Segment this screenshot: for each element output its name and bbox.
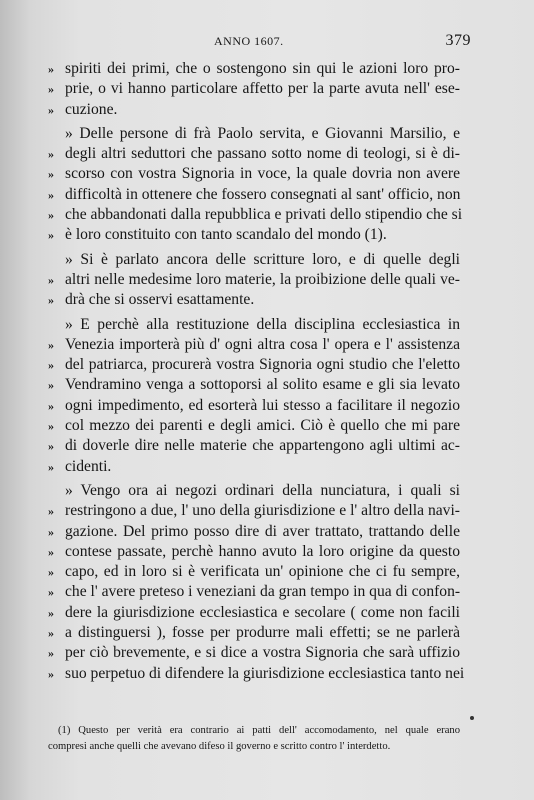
text-line: [48, 542, 460, 562]
quote-mark: »: [48, 167, 54, 182]
quote-mark: »: [48, 605, 54, 620]
text-line: [48, 664, 465, 684]
line-text: gazione. Del primo posso dire di aver trattato, trattando delle: [65, 522, 460, 540]
body-text: [48, 59, 465, 684]
line-text: restringono a due, l' uno della giurisdizione e l' altro della navi-: [65, 502, 460, 520]
quote-mark: »: [48, 459, 54, 474]
line-text: scorso con vostra Signoria in voce, la quale dovria non avere: [65, 165, 460, 183]
line-text: » Delle persone di frà Paolo servita, e Giovanni Marsilio, e: [65, 124, 460, 142]
line-text: degli altri seduttori che passano sotto nome di teologi, si è di-: [65, 145, 460, 163]
line-text: col mezzo dei parenti e degli amici. Ciò è quello che mi pare: [65, 417, 460, 435]
line-text: di doverle dire nelle materie che appartengono agli ultimi ac-: [65, 437, 460, 455]
line-text: contese passate, perchè hanno avuto la loro origine da questo: [65, 542, 460, 560]
text-line: [48, 582, 460, 602]
text-line: [48, 79, 460, 99]
line-text: » Vengo ora ai negozi ordinari della nunciatura, i quali si: [65, 481, 460, 499]
quote-mark: »: [48, 62, 54, 76]
text-line: [48, 603, 460, 623]
quote-mark: »: [48, 208, 54, 223]
text-line: [48, 562, 460, 582]
quote-mark: »: [48, 337, 54, 352]
line-text: cuzione.: [65, 100, 118, 118]
quote-mark: »: [48, 378, 54, 393]
line-text: suo perpetuo di difendere la giurisdizione ecclesiastica tanto nei: [65, 664, 465, 682]
quote-mark: »: [48, 82, 54, 97]
footnote-line: (1) Questo per verità era contrario ai patti dell' accomodamento, nel quale erano: [58, 725, 460, 736]
page-number: 379: [445, 32, 471, 49]
quote-mark: »: [48, 358, 54, 373]
text-line: [48, 335, 460, 355]
quote-mark: »: [48, 626, 54, 641]
text-line: [48, 270, 460, 290]
text-line: [48, 205, 463, 225]
ink-speck: [470, 716, 474, 720]
text-line: [48, 501, 460, 521]
line-text: del patriarca, procurerà vostra Signoria ogni studio che l'eletto: [65, 356, 460, 374]
text-line: [48, 416, 460, 436]
text-line: [48, 225, 460, 245]
quote-mark: »: [48, 504, 54, 519]
line-text: » Si è parlato ancora delle scritture loro, e di quelle degli: [65, 250, 460, 268]
line-text: altri nelle medesime loro materie, la proibizione delle quali ve-: [65, 270, 460, 288]
quote-mark: »: [48, 524, 54, 539]
text-line: [48, 164, 460, 184]
line-text: capo, ed in loro si è verificata un' opinione che ci fu sempre,: [65, 563, 460, 581]
quote-mark: »: [48, 398, 54, 413]
line-text: drà che si osservi esattamente.: [65, 291, 255, 309]
line-text: Vendramino venga a sottoporsi al solito esame e gli sia levato: [65, 376, 460, 394]
quote-mark: »: [48, 228, 54, 243]
quote-mark: »: [48, 646, 54, 661]
line-text: è loro constituito con tanto scandalo del mondo (1).: [65, 226, 387, 244]
quote-mark: »: [48, 419, 54, 434]
line-text: che abbandonati dalla repubblica e privati dello stipendio che si: [65, 206, 463, 224]
quote-mark: »: [48, 102, 54, 117]
quote-mark: »: [48, 147, 54, 162]
text-line: [48, 290, 460, 310]
text-line: [48, 59, 460, 79]
text-line: [48, 481, 460, 501]
line-text: dere la giurisdizione ecclesiastica e secolare ( come non facili: [65, 603, 460, 621]
quote-mark: »: [48, 272, 54, 287]
line-text: per ciò brevemente, e si dice a vostra Signoria che sarà uffizio: [65, 644, 460, 662]
line-text: ogni impedimento, ed esorterà lui stesso a facilitare il negozio: [65, 396, 460, 414]
text-line: [48, 457, 460, 477]
quote-mark: »: [48, 187, 54, 202]
quote-mark: »: [48, 439, 54, 454]
line-text: » E perchè alla restituzione della disciplina ecclesiastica in: [65, 315, 460, 333]
text-line: [48, 144, 460, 164]
line-text: prie, o vi hanno particolare affetto per la parte avuta nell' ese-: [65, 80, 460, 98]
text-line: [48, 623, 460, 643]
text-line: [48, 643, 460, 663]
text-line: [48, 185, 460, 205]
line-text: che l' avere preteso i veneziani da gran tempo in qua di confon-: [65, 583, 461, 601]
footnotes: [48, 723, 460, 755]
text-line: [48, 250, 460, 270]
line-text: spiriti dei primi, che o sostengono sin qui le azioni loro pro-: [65, 60, 460, 77]
line-text: Venezia importerà più d' ogni altra cosa l' opera e l' assistenza: [65, 335, 460, 353]
quote-mark: »: [48, 544, 54, 559]
text-line: [48, 436, 460, 456]
text-line: [48, 396, 460, 416]
text-line: [48, 375, 460, 395]
text-line: [48, 522, 460, 542]
text-line: [48, 315, 460, 335]
quote-mark: »: [48, 585, 54, 600]
quote-mark: »: [48, 293, 54, 308]
text-line: [48, 100, 460, 120]
line-text: difficoltà in ottenere che fossero consegnati al sant' officio, non: [65, 185, 461, 203]
quote-mark: »: [48, 666, 54, 681]
text-line: [48, 355, 460, 375]
line-text: cidenti.: [65, 457, 112, 475]
page-header: [0, 34, 534, 54]
quote-mark: »: [48, 565, 54, 580]
running-head: ANNO 1607.: [214, 34, 284, 48]
footnote-line: compresi anche quelli che avevano difeso il governo e scritto contro l' interdetto.: [48, 741, 391, 752]
text-line: [48, 124, 460, 144]
line-text: a distinguersi ), fosse per produrre mali effetti; se ne parlerà: [65, 624, 460, 642]
